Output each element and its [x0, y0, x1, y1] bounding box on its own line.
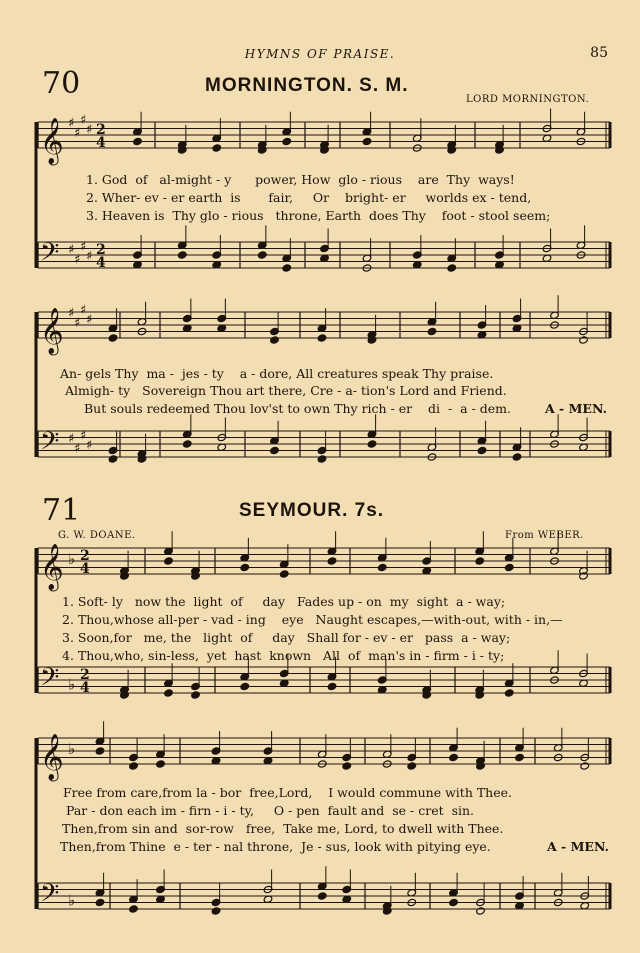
- quarter-note: [427, 327, 437, 335]
- quarter-note: [108, 334, 118, 342]
- sharp-sign: ♯: [68, 242, 75, 258]
- quarter-note: [279, 570, 289, 578]
- quarter-note: [327, 557, 337, 565]
- hymn-71-verse-4-line-2: Then,from Thine e - ter - nal throne, Je - sus, look with pitying eye.: [60, 839, 491, 854]
- quarter-note: [407, 762, 417, 770]
- time-signature-top: 2: [96, 242, 106, 258]
- quarter-note: [449, 898, 459, 906]
- quarter-note: [240, 563, 250, 571]
- hymn-71-composer: From WEBER.: [505, 530, 584, 541]
- time-signature-bottom: 4: [80, 680, 90, 696]
- hymn-70-number: 70: [42, 66, 81, 101]
- hymn-70-verse-2-line-2: Almigh- ty Sovereign Thou art there, Cre - a- tion's Lord and Friend.: [65, 383, 507, 398]
- flat-sign: ♭: [68, 550, 76, 568]
- time-signature-bottom: 4: [80, 561, 90, 577]
- time-signature-top: 2: [80, 548, 90, 564]
- bass-clef: 𝄢: [40, 427, 60, 462]
- quarter-note: [177, 251, 187, 259]
- quarter-note: [164, 689, 174, 697]
- quarter-note: [317, 892, 327, 900]
- hymn-71-number: 71: [42, 493, 81, 528]
- quarter-note: [133, 137, 143, 145]
- hymn-71-verse-4-line-1: 4. Thou,who, sin-less, yet hast known All of man's in - firm - i - ty;: [62, 648, 505, 663]
- time-signature-bottom: 4: [96, 135, 106, 151]
- quarter-note: [449, 753, 459, 761]
- half-note: [580, 762, 590, 770]
- sharp-sign: ♯: [80, 302, 87, 318]
- hymn-71-verse-3-line-1: 3. Soon,for me, the light of day Shall for - ev - er pass a - way;: [62, 630, 511, 645]
- quarter-note: [129, 905, 139, 913]
- hymn-70-verse-1-line-1: 1. God of al-might - y power, How glo - rious are Thy ways!: [86, 172, 515, 187]
- time-signature-top: 2: [96, 122, 106, 138]
- treble-clef: 𝄞: [40, 734, 64, 780]
- half-note: [579, 336, 589, 344]
- hymn-71-amen: A - MEN.: [547, 839, 609, 854]
- running-title: HYMNS OF PRAISE.: [244, 47, 396, 61]
- sharp-sign: ♯: [86, 438, 93, 453]
- hymn-71-verse-1-line-2: Free from care,from la - bor free,Lord, I would commune with Thee.: [63, 785, 512, 800]
- quarter-note: [282, 137, 292, 145]
- time-signature-bottom: 4: [96, 255, 106, 271]
- quarter-note: [164, 557, 174, 565]
- hymn-70-verse-3-line-2: But souls redeemed Thou lov'st to own Thy rich - er di - a - dem.: [84, 401, 511, 416]
- sharp-sign: ♯: [80, 239, 87, 255]
- sharp-sign: ♯: [68, 306, 75, 321]
- hymn-70-composer: LORD MORNINGTON.: [466, 94, 590, 105]
- hymn-70-title: MORNINGTON. S. M.: [205, 75, 409, 96]
- quarter-note: [129, 762, 139, 770]
- sharp-sign: ♯: [68, 431, 75, 447]
- treble-clef: 𝄞: [40, 118, 64, 164]
- quarter-note: [317, 334, 327, 342]
- hymn-70-amen: A - MEN.: [545, 401, 607, 416]
- quarter-note: [477, 446, 487, 454]
- hymn-71-verse-3-line-2: Then,from sin and sor-row free, Take me, Lord, to dwell with Thee.: [62, 821, 504, 836]
- quarter-note: [317, 455, 327, 463]
- quarter-note: [504, 689, 514, 697]
- treble-clef: 𝄞: [40, 544, 64, 590]
- quarter-note: [191, 691, 201, 699]
- sharp-sign: ♯: [74, 252, 81, 268]
- quarter-note: [270, 446, 280, 454]
- quarter-note: [447, 264, 457, 272]
- sharp-sign: ♯: [80, 428, 87, 444]
- treble-clef: 𝄞: [40, 308, 64, 354]
- bass-clef: 𝄢: [40, 238, 60, 273]
- hymn-71-verse-2-line-1: 2. Thou,whose all-per - vad - ing eye Naught escapes,—with-out, with - in,—: [62, 612, 563, 627]
- bass-clef: 𝄢: [40, 879, 60, 914]
- flat-sign: ♭: [68, 891, 76, 910]
- quarter-note: [342, 762, 352, 770]
- quarter-note: [367, 440, 377, 448]
- hymn-70-verse-3-line-1: 3. Heaven is Thy glo - rious throne, Earth does Thy foot - stool seem;: [86, 208, 551, 223]
- quarter-note: [211, 907, 221, 915]
- sharp-sign: ♯: [86, 312, 93, 328]
- hymn-71-title: SEYMOUR. 7s.: [239, 500, 385, 521]
- flat-sign: ♭: [68, 740, 76, 758]
- quarter-note: [282, 264, 292, 272]
- quarter-note: [504, 563, 514, 571]
- quarter-note: [362, 137, 372, 145]
- quarter-note: [475, 557, 485, 565]
- quarter-note: [182, 440, 192, 448]
- quarter-note: [515, 753, 525, 761]
- quarter-note: [257, 251, 267, 259]
- quarter-note: [95, 898, 105, 906]
- sharp-sign: ♯: [74, 441, 81, 457]
- sharp-sign: ♯: [80, 112, 87, 128]
- quarter-note: [377, 563, 387, 571]
- quarter-note: [95, 747, 105, 755]
- sharp-sign: ♯: [74, 125, 81, 141]
- time-signature-top: 2: [80, 667, 90, 683]
- hymn-71-verse-1-line-1: 1. Soft- ly now the light of day Fades up - on my sight a - way;: [62, 594, 506, 609]
- sharp-sign: ♯: [86, 249, 93, 264]
- hymn-71-verse-2-line-2: Par - don each im - firn - i - ty, O - pen fault and se - cret sin.: [66, 803, 475, 818]
- hymn-70-verse-1-line-2: An- gels Thy ma - jes - ty a - dore, All creatures speak Thy praise.: [60, 366, 494, 381]
- quarter-note: [327, 682, 337, 690]
- sharp-sign: ♯: [86, 122, 93, 138]
- bass-clef: 𝄢: [40, 663, 60, 698]
- hymn-70-verse-2-line-1: 2. Wher- ev - er earth is fair, Or bright- er worlds ex - tend,: [86, 190, 532, 205]
- half-note: [476, 907, 486, 915]
- quarter-note: [156, 760, 166, 768]
- hymn-71-author: G. W. DOANE.: [58, 530, 136, 541]
- quarter-note: [512, 453, 522, 461]
- flat-sign: ♭: [68, 675, 76, 694]
- quarter-note: [270, 336, 280, 344]
- sharp-sign: ♯: [74, 315, 81, 331]
- page-number: 85: [590, 45, 608, 61]
- quarter-note: [212, 144, 222, 152]
- quarter-note: [240, 682, 250, 690]
- quarter-note: [108, 455, 118, 463]
- sharp-sign: ♯: [68, 116, 75, 131]
